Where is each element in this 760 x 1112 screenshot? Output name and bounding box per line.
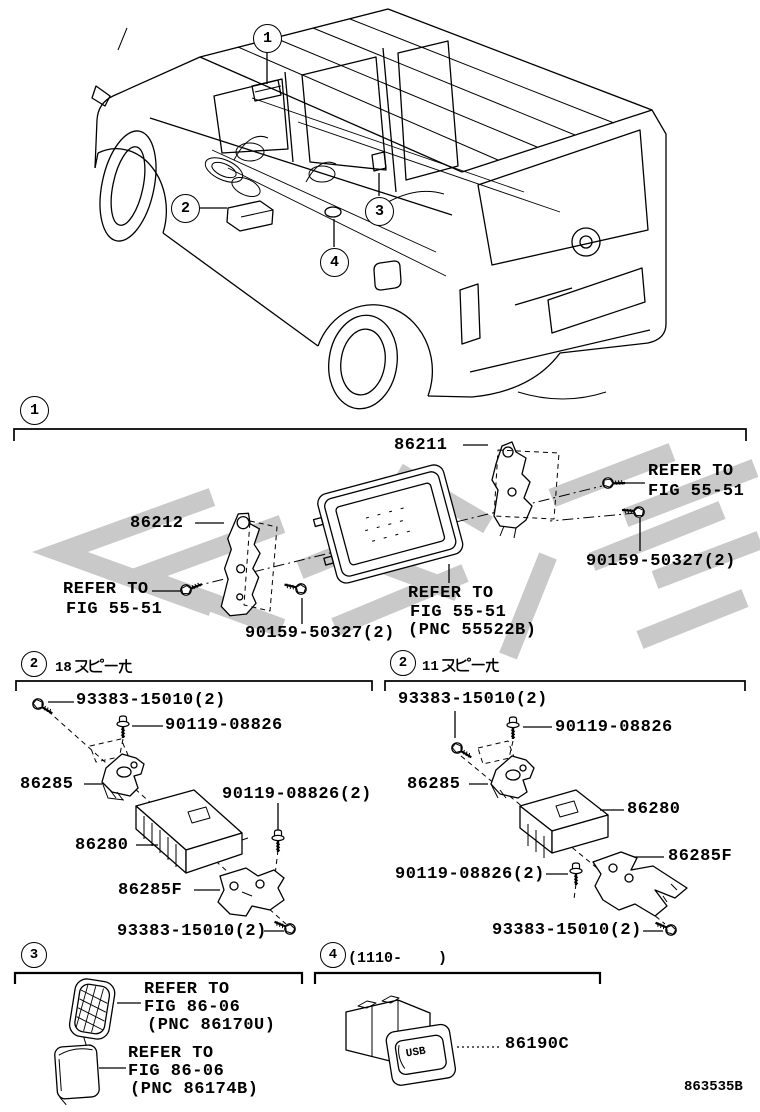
refer-left-line2: FIG 55-51 bbox=[66, 600, 163, 619]
drawing-code: 863535B bbox=[684, 1079, 743, 1095]
bracket-86285 bbox=[102, 754, 144, 800]
van-callout-3-num: 3 bbox=[374, 203, 384, 220]
van-callout-4-num: 4 bbox=[329, 254, 339, 271]
van-callout-1-num: 1 bbox=[262, 30, 272, 47]
speaker-count: 18 bbox=[55, 660, 72, 676]
bracket-86285F bbox=[218, 868, 284, 916]
section2-left-header-circle bbox=[21, 651, 47, 677]
part-label-86190C: 86190C bbox=[505, 1035, 570, 1054]
van-component-markers bbox=[227, 80, 386, 231]
refer-grille-line3: (PNC 86170U) bbox=[147, 1016, 276, 1035]
refer-center-line3: (PNC 55522B) bbox=[408, 621, 537, 640]
floor-speakers bbox=[202, 153, 263, 201]
callout-leader-lines bbox=[199, 52, 379, 247]
part-label-93383-top: 93383-15010(2) bbox=[398, 690, 548, 709]
part-label-86285: 86285 bbox=[407, 775, 461, 794]
van-callout-4 bbox=[320, 248, 349, 277]
speaker-count: 11 bbox=[422, 659, 439, 675]
part-label-86285F: 86285F bbox=[118, 881, 183, 900]
part-label-90159-bottom: 90159-50327(2) bbox=[245, 624, 395, 643]
katakana-speaker-text bbox=[441, 657, 501, 674]
refer-box-line1: REFER TO bbox=[128, 1044, 214, 1063]
part-label-86280: 86280 bbox=[75, 836, 129, 855]
section1-num: 1 bbox=[29, 402, 39, 419]
section2-left-subtitle bbox=[55, 658, 134, 675]
part-label-90119-top: 90119-08826 bbox=[165, 716, 283, 735]
section2-right-header-circle bbox=[390, 650, 416, 676]
refer-grille-line2: FIG 86-06 bbox=[144, 998, 241, 1017]
refer-left-line1: REFER TO bbox=[63, 580, 149, 599]
part-label-93383-bottom: 93383-15010(2) bbox=[117, 922, 267, 941]
refer-grille-line1: REFER TO bbox=[144, 980, 230, 999]
refer-center-line2: FIG 55-51 bbox=[410, 603, 507, 622]
van-callout-2 bbox=[171, 194, 200, 223]
usb-port bbox=[346, 996, 457, 1087]
section4-art bbox=[346, 996, 502, 1087]
refer-box-line3: (PNC 86174B) bbox=[130, 1080, 259, 1099]
refer-right-line1: REFER TO bbox=[648, 462, 734, 481]
part-label-90119-mid: 90119-08826(2) bbox=[395, 865, 545, 884]
refer-right-line2: FIG 55-51 bbox=[648, 482, 745, 501]
section4-num: 4 bbox=[328, 947, 338, 963]
speaker-grille bbox=[67, 977, 117, 1048]
part-label-86211: 86211 bbox=[394, 436, 448, 455]
part-label-86285F: 86285F bbox=[668, 847, 733, 866]
section2-right-art bbox=[450, 711, 687, 937]
refer-center-line1: REFER TO bbox=[408, 584, 494, 603]
section1-header-circle bbox=[20, 396, 49, 425]
part-label-90159-right: 90159-50327(2) bbox=[586, 552, 736, 571]
part-label-90119-top: 90119-08826 bbox=[555, 718, 673, 737]
usb-port-label: USB bbox=[405, 1045, 427, 1061]
van-callout-3 bbox=[365, 197, 394, 226]
section2-left-num: 2 bbox=[29, 656, 39, 672]
part-label-93383-bottom: 93383-15010(2) bbox=[492, 921, 642, 940]
speaker-box bbox=[54, 1045, 100, 1106]
section4-header-circle bbox=[320, 942, 346, 968]
section4-date-range: (1110- ) bbox=[348, 950, 448, 967]
section3-num: 3 bbox=[29, 947, 39, 963]
katakana-speaker-text bbox=[74, 658, 134, 675]
section2-right-subtitle bbox=[422, 657, 501, 674]
section2-right-num: 2 bbox=[398, 655, 408, 671]
refer-box-line2: FIG 86-06 bbox=[128, 1062, 225, 1081]
section3-art bbox=[54, 977, 141, 1105]
part-label-86212: 86212 bbox=[130, 514, 184, 533]
bracket-86285 bbox=[491, 756, 534, 798]
display-unit bbox=[308, 463, 465, 588]
amplifier-86280 bbox=[520, 790, 608, 858]
part-label-86285: 86285 bbox=[20, 775, 74, 794]
part-label-86280: 86280 bbox=[627, 800, 681, 819]
part-label-90119-mid: 90119-08826(2) bbox=[222, 785, 372, 804]
part-label-93383-top: 93383-15010(2) bbox=[76, 691, 226, 710]
van-callout-1 bbox=[253, 24, 282, 53]
section3-header-circle bbox=[21, 942, 47, 968]
van-callout-2-num: 2 bbox=[180, 200, 190, 217]
